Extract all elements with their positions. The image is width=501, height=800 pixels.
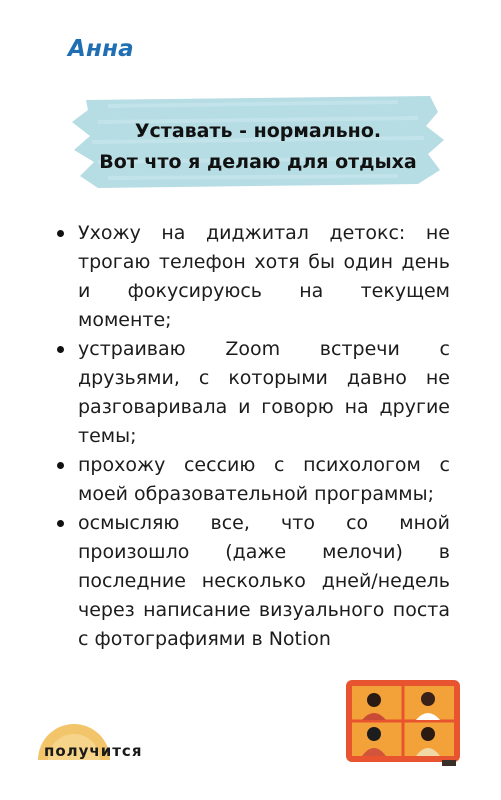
list-item (54, 451, 450, 509)
bullet-dot-icon (57, 520, 64, 527)
headline-block (68, 92, 448, 192)
list-item-text: осмысляю все, что со мной произошло (даже мелочи) в последние несколько дней/недель через написание визуального поста с фотографиями в Notion (78, 512, 450, 650)
bullet-dot-icon (57, 462, 64, 469)
video-call-illustration (344, 676, 464, 768)
author-name: Анна (68, 36, 134, 62)
brand-name: получится (44, 742, 143, 760)
list-item-text: Ухожу на диджитал детокс: не трогаю телефон хотя бы один день и фокусируюсь на текущем моменте; (78, 222, 450, 331)
list-item-text: устраиваю Zoom встречи с друзьями, с которыми давно не разговаривала и говорю на другие темы; (78, 338, 450, 447)
bullet-dot-icon (57, 230, 64, 237)
rest-activities-list (54, 219, 450, 654)
bullet-dot-icon (57, 346, 64, 353)
headline-line-1: Уставать - нормально. (134, 120, 382, 142)
list-item (54, 335, 450, 451)
list-item (54, 509, 450, 654)
headline-title (68, 116, 448, 178)
list-item-text: прохожу сессию с психологом с моей образовательной программы; (78, 454, 450, 505)
list-item (54, 219, 450, 335)
headline-line-2: Вот что я делаю для отдыха (99, 151, 417, 173)
brand-logo (34, 720, 164, 765)
